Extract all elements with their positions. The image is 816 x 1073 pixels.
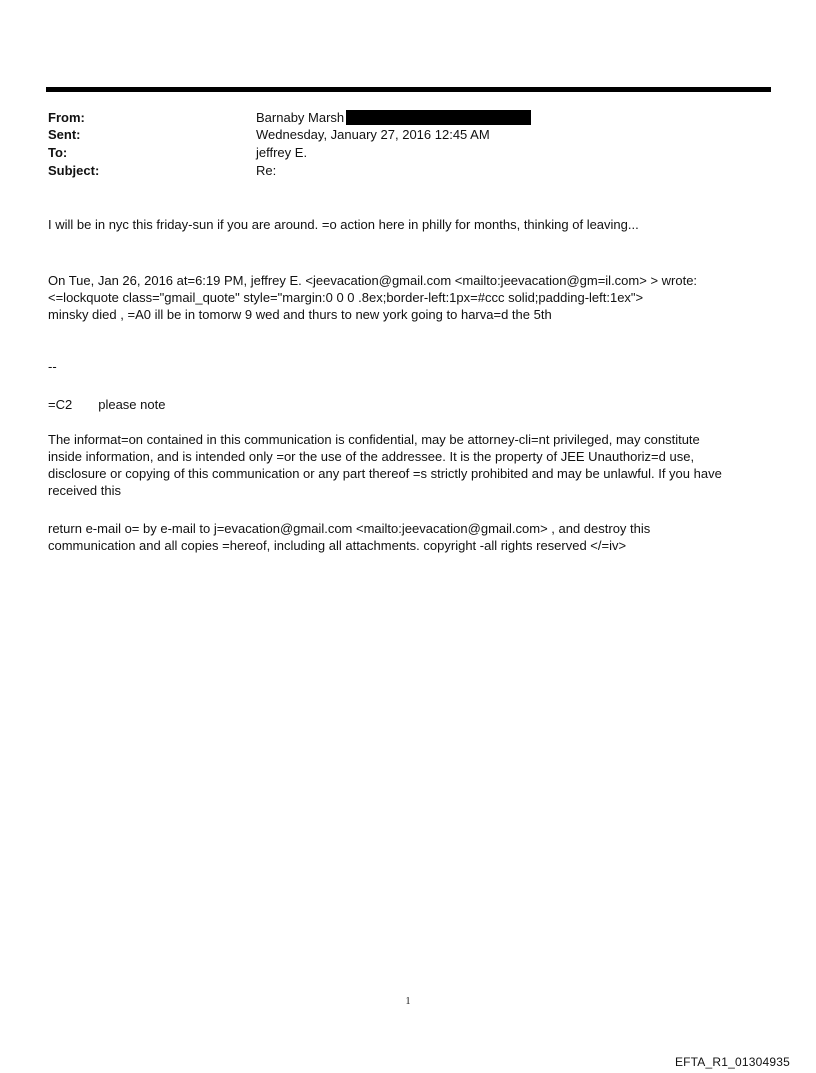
signature-separator: -- — [48, 359, 57, 374]
redaction-block — [346, 110, 531, 125]
note-prefix: =C2 — [48, 397, 73, 412]
quote-text: minsky died , =A0 ill be in tomorw 9 wed and thurs to new york going to harva=d the 5th — [48, 307, 552, 322]
to-value: jeffrey E. — [256, 145, 308, 160]
note-line — [48, 396, 768, 413]
return-notice — [48, 520, 768, 554]
header-divider — [46, 87, 771, 92]
document-id: EFTA_R1_01304935 — [674, 1055, 790, 1069]
return-line: return e-mail o= by e-mail to j=evacation@gmail.com <mailto:jeevacation@gmail.com> , and destroy this — [48, 521, 651, 536]
quote-attribution: On Tue, Jan 26, 2016 at=6:19 PM, jeffrey E. <jeevacation@gmail.com <mailto:jeevacation@gm=il.com> > wrote: — [48, 273, 698, 288]
from-label: From: — [48, 110, 85, 125]
sent-label: Sent: — [48, 127, 81, 142]
confidential-line: The informat=on contained in this communication is confidential, may be attorney-cli=nt privileged, may constitute — [48, 432, 700, 447]
confidentiality-notice — [48, 431, 768, 499]
from-name: Barnaby Marsh — [256, 110, 345, 125]
from-value — [256, 109, 531, 126]
subject-value: Re: — [256, 163, 277, 178]
subject-label: Subject: — [48, 163, 100, 178]
sent-value: Wednesday, January 27, 2016 12:45 AM — [256, 127, 490, 142]
quote-markup-line: <=lockquote class="gmail_quote" style="margin:0 0 0 .8ex;border-left:1px=#ccc solid;padding-left:1ex"> — [48, 290, 644, 305]
confidential-line: received this — [48, 483, 121, 498]
body-opening-line: I will be in nyc this friday-sun if you are around. =o action here in philly for months, thinking of leaving... — [48, 217, 639, 232]
confidential-line: disclosure or copying of this communication or any part thereof =s strictly prohibited and may be unlawful. If you have — [48, 466, 722, 481]
to-label: To: — [48, 145, 68, 160]
confidential-line: inside information, and is intended only =or the use of the addressee. It is the property of JEE Unauthoriz=d use, — [48, 449, 695, 464]
quoted-message — [48, 272, 768, 323]
return-line: communication and all copies =hereof, including all attachments. copyright -all rights reserved </=iv> — [48, 538, 627, 553]
note-text: please note — [98, 397, 166, 412]
page-number: 1 — [405, 996, 411, 1007]
